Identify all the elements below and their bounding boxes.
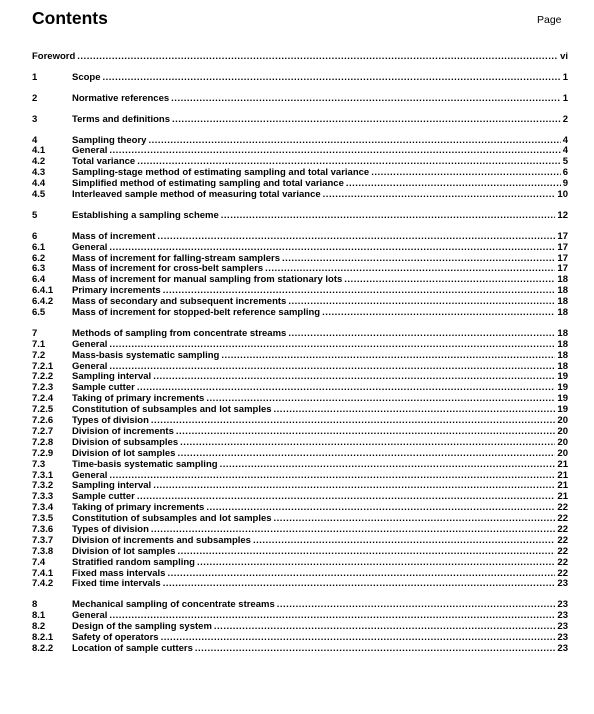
- dot-leader: [171, 94, 561, 105]
- toc-entry-page: 1: [562, 71, 568, 83]
- toc-entry-page: 17: [557, 241, 568, 253]
- toc-entry-title: Interleaved sample method of measuring total variance: [72, 189, 321, 201]
- dot-leader: [253, 536, 555, 547]
- toc-entry-title: Division of increments: [72, 425, 174, 437]
- toc-entry-title: Fixed time intervals: [72, 578, 161, 590]
- toc-entry-page: 17: [557, 252, 568, 264]
- toc-section: [32, 211, 568, 222]
- toc-section: [32, 600, 568, 654]
- toc-entry[interactable]: [32, 211, 568, 222]
- toc-section: [32, 329, 568, 590]
- toc-entry-number: 7.2.1: [32, 360, 54, 372]
- toc-entry[interactable]: [32, 190, 568, 201]
- toc-entry-number: 4.2: [32, 156, 46, 168]
- toc-entry-title: General: [72, 338, 108, 350]
- page-column-label: Page: [537, 14, 562, 26]
- toc-entry-page: 20: [557, 436, 568, 448]
- dot-leader: [323, 190, 556, 201]
- toc-entry-title: Location of sample cutters: [72, 642, 193, 654]
- toc-entry-title: Sampling interval: [72, 480, 152, 492]
- dot-leader: [109, 243, 555, 254]
- toc-entry-page: 18: [557, 360, 568, 372]
- toc-entry-page: 23: [557, 642, 568, 654]
- dot-leader: [221, 211, 556, 222]
- toc-entry-page: 18: [557, 296, 568, 308]
- dot-leader: [109, 362, 555, 373]
- dot-leader: [161, 633, 556, 644]
- toc-entry-page: 19: [557, 382, 568, 394]
- dot-leader: [322, 308, 555, 319]
- toc-entry-page: 1: [562, 92, 568, 104]
- toc-entry-number: 7.4: [32, 556, 46, 568]
- toc-entry-page: 20: [557, 425, 568, 437]
- toc-entry-title: Mass of increment for cross-belt samplers: [72, 263, 264, 275]
- toc-entry-page: 6: [562, 167, 568, 179]
- toc-entry[interactable]: [32, 351, 568, 362]
- toc-entry-page: 23: [557, 578, 568, 590]
- toc-entry[interactable]: [32, 136, 568, 147]
- dot-leader: [177, 449, 555, 460]
- dot-leader: [148, 136, 560, 147]
- dot-leader: [153, 372, 555, 383]
- toc-entry-number: 4.1: [32, 145, 46, 157]
- toc-entry-page: 18: [557, 274, 568, 286]
- dot-leader: [177, 547, 555, 558]
- toc-entry-title: Mechanical sampling of concentrate streams: [72, 599, 275, 611]
- toc-entry-title: Mass of secondary and subsequent increments: [72, 296, 287, 308]
- toc-entry-number: 6.4: [32, 274, 46, 286]
- toc-entry-page: 19: [557, 371, 568, 383]
- toc-entry-title: Sample cutter: [72, 382, 135, 394]
- toc-entry-title: Primary increments: [72, 285, 161, 297]
- toc-entry-title: Methods of sampling from concentrate streams: [72, 327, 287, 339]
- dot-leader: [157, 232, 555, 243]
- table-of-contents: [32, 52, 568, 665]
- toc-entry[interactable]: [32, 644, 568, 655]
- toc-entry-page: 9: [562, 178, 568, 190]
- toc-entry-number: 7.4.1: [32, 567, 54, 579]
- toc-entry-title: Taking of primary increments: [72, 393, 205, 405]
- toc-entry-title: Sampling theory: [72, 134, 147, 146]
- toc-entry-page: 22: [557, 556, 568, 568]
- toc-entry-number: 7.3.5: [32, 513, 54, 525]
- toc-entry-number: 6.4.1: [32, 285, 54, 297]
- toc-entry-page: 20: [557, 415, 568, 427]
- toc-entry[interactable]: [32, 308, 568, 319]
- toc-entry-number: 6.5: [32, 307, 46, 319]
- dot-leader: [172, 115, 561, 126]
- toc-entry[interactable]: [32, 600, 568, 611]
- dot-leader: [153, 481, 555, 492]
- dot-leader: [282, 254, 555, 265]
- toc-entry-page: 19: [557, 404, 568, 416]
- toc-entry-page: 22: [557, 502, 568, 514]
- toc-entry-number: 7.4.2: [32, 578, 54, 590]
- toc-entry[interactable]: [32, 232, 568, 243]
- toc-entry-title: Design of the sampling system: [72, 621, 212, 633]
- toc-entry-number: 3: [32, 113, 38, 125]
- dot-leader: [288, 329, 555, 340]
- toc-entry-page: 23: [557, 610, 568, 622]
- dot-leader: [371, 168, 561, 179]
- toc-entry-title: Establishing a sampling scheme: [72, 209, 219, 221]
- toc-entry-title: General: [72, 360, 108, 372]
- toc-entry-number: 7: [32, 327, 38, 339]
- toc-entry-title: Safety of operators: [72, 631, 159, 643]
- toc-section: [32, 94, 568, 105]
- toc-entry-number: 8.2: [32, 621, 46, 633]
- toc-entry-number: 7.3: [32, 458, 46, 470]
- toc-entry-title: Taking of primary increments: [72, 502, 205, 514]
- toc-entry-title: Mass of increment for manual sampling from stationary lots: [72, 274, 343, 286]
- toc-entry-title: Mass of increment for falling-stream samplers: [72, 252, 281, 264]
- dot-leader: [214, 622, 556, 633]
- toc-entry-title: Types of division: [72, 523, 149, 535]
- toc-entry-title: Time-basis systematic sampling: [72, 458, 218, 470]
- toc-entry[interactable]: [32, 460, 568, 471]
- toc-entry-page: 4: [562, 145, 568, 157]
- toc-entry-page: 18: [557, 349, 568, 361]
- toc-entry-number: 6.4.2: [32, 296, 54, 308]
- toc-entry-title: General: [72, 241, 108, 253]
- toc-entry-number: 6: [32, 230, 38, 242]
- toc-entry-title: Scope: [72, 71, 101, 83]
- toc-entry-number: 1: [32, 71, 38, 83]
- toc-entry-number: 7.3.4: [32, 502, 54, 514]
- toc-entry-title: General: [72, 610, 108, 622]
- toc-entry-page: 2: [562, 113, 568, 125]
- toc-entry-number: 8.1: [32, 610, 46, 622]
- dot-leader: [274, 514, 556, 525]
- toc-entry-page: 21: [557, 480, 568, 492]
- toc-entry[interactable]: [32, 329, 568, 340]
- toc-entry-number: 4.5: [32, 189, 46, 201]
- toc-entry-title: Sample cutter: [72, 491, 135, 503]
- toc-entry-title: Division of lot samples: [72, 545, 176, 557]
- dot-leader: [109, 471, 555, 482]
- toc-entry-title: Sampling-stage method of estimating sampling and total variance: [72, 167, 370, 179]
- toc-entry-number: 6.1: [32, 241, 46, 253]
- toc-entry-number: 7.2.5: [32, 404, 54, 416]
- dot-leader: [221, 351, 555, 362]
- toc-entry-page: 21: [557, 458, 568, 470]
- toc-entry-page: 10: [557, 189, 568, 201]
- toc-entry-number: 7.2.6: [32, 415, 54, 427]
- toc-entry-number: 6.2: [32, 252, 46, 264]
- toc-entry-number: 5: [32, 209, 38, 221]
- toc-entry-page: 21: [557, 491, 568, 503]
- toc-entry-page: 18: [557, 338, 568, 350]
- toc-entry-number: 2: [32, 92, 38, 104]
- dot-leader: [176, 427, 556, 438]
- toc-entry-number: 7.2.2: [32, 371, 54, 383]
- toc-entry-page: 17: [557, 230, 568, 242]
- toc-entry-title: Mass of increment for stopped-belt reference sampling: [72, 307, 321, 319]
- toc-entry-page: 22: [557, 513, 568, 525]
- toc-entry-page: 18: [557, 307, 568, 319]
- toc-entry-title: Types of division: [72, 415, 149, 427]
- toc-entry-title: Total variance: [72, 156, 136, 168]
- toc-entry-page: 19: [557, 393, 568, 405]
- toc-section: [32, 136, 568, 201]
- dot-leader: [274, 405, 556, 416]
- toc-entry-page: 12: [557, 209, 568, 221]
- dot-leader: [167, 569, 555, 580]
- dot-leader: [344, 275, 555, 286]
- toc-entry-page: 5: [562, 156, 568, 168]
- toc-entry-title: Stratified random sampling: [72, 556, 195, 568]
- toc-section: [32, 232, 568, 319]
- dot-leader: [277, 600, 556, 611]
- toc-entry-number: 7.2.4: [32, 393, 54, 405]
- toc-entry-title: Division of subsamples: [72, 436, 179, 448]
- toc-entry-number: 7.2.7: [32, 425, 54, 437]
- toc-entry-page: 22: [557, 523, 568, 535]
- toc-entry-number: 7.2.8: [32, 436, 54, 448]
- toc-entry[interactable]: [32, 52, 568, 63]
- toc-entry-number: 4.3: [32, 167, 46, 179]
- toc-entry-title: General: [72, 469, 108, 481]
- toc-entry-title: Normative references: [72, 92, 170, 104]
- toc-entry[interactable]: [32, 243, 568, 254]
- toc-entry-title: Mass-basis systematic sampling: [72, 349, 220, 361]
- toc-entry-page: 23: [557, 599, 568, 611]
- toc-entry-number: 8.2.2: [32, 642, 54, 654]
- toc-entry-number: 7.1: [32, 338, 46, 350]
- toc-entry-number: 6.3: [32, 263, 46, 275]
- dot-leader: [163, 579, 556, 590]
- toc-entry[interactable]: [32, 558, 568, 569]
- toc-entry-title: Terms and definitions: [72, 113, 171, 125]
- page-title: Contents: [32, 8, 108, 28]
- toc-entry-page: vi: [560, 51, 568, 62]
- toc-entry-page: 23: [557, 621, 568, 633]
- dot-leader: [109, 146, 560, 157]
- toc-entry-title: Division of lot samples: [72, 447, 176, 459]
- toc-entry-number: 8: [32, 599, 38, 611]
- toc-entry-number: 7.3.7: [32, 534, 54, 546]
- toc-section: [32, 52, 568, 63]
- toc-entry-title: Constitution of subsamples and lot samples: [72, 513, 272, 525]
- dot-leader: [346, 179, 561, 190]
- toc-section: [32, 73, 568, 84]
- toc-entry-title: Sampling interval: [72, 371, 152, 383]
- toc-entry-page: 22: [557, 567, 568, 579]
- toc-entry-number: 7.3.8: [32, 545, 54, 557]
- toc-entry-title: Simplified method of estimating sampling and total variance: [72, 178, 344, 190]
- dot-leader: [103, 73, 561, 84]
- toc-entry[interactable]: [32, 115, 568, 126]
- toc-entry-title: Mass of increment: [72, 230, 156, 242]
- toc-entry-title: Foreword: [32, 51, 76, 62]
- toc-entry[interactable]: [32, 547, 568, 558]
- toc-entry-page: 20: [557, 447, 568, 459]
- dot-leader: [195, 644, 556, 655]
- toc-entry-page: 22: [557, 534, 568, 546]
- dot-leader: [220, 460, 556, 471]
- toc-entry[interactable]: [32, 579, 568, 590]
- toc-entry-title: Constitution of subsamples and lot samples: [72, 404, 272, 416]
- toc-entry-title: Division of increments and subsamples: [72, 534, 251, 546]
- dot-leader: [288, 297, 555, 308]
- toc-entry-number: 7.3.6: [32, 523, 54, 535]
- toc-entry-page: 4: [562, 134, 568, 146]
- toc-entry-page: 18: [557, 327, 568, 339]
- toc-entry-title: General: [72, 145, 108, 157]
- toc-entry[interactable]: [32, 73, 568, 84]
- toc-entry-number: 7.3.2: [32, 480, 54, 492]
- toc-entry-number: 7.2: [32, 349, 46, 361]
- toc-section: [32, 115, 568, 126]
- toc-entry-number: 4.4: [32, 178, 46, 190]
- dot-leader: [180, 438, 555, 449]
- toc-entry-page: 23: [557, 631, 568, 643]
- toc-entry-number: 8.2.1: [32, 631, 54, 643]
- toc-entry-number: 7.3.3: [32, 491, 54, 503]
- toc-entry-page: 21: [557, 469, 568, 481]
- toc-entry[interactable]: [32, 94, 568, 105]
- toc-entry-number: 7.2.3: [32, 382, 54, 394]
- toc-entry-number: 7.3.1: [32, 469, 54, 481]
- dot-leader: [197, 558, 555, 569]
- toc-entry-page: 18: [557, 285, 568, 297]
- toc-entry-page: 22: [557, 545, 568, 557]
- toc-entry-number: 4: [32, 134, 38, 146]
- toc-entry-page: 17: [557, 263, 568, 275]
- toc-entry[interactable]: [32, 449, 568, 460]
- dot-leader: [77, 52, 558, 63]
- toc-entry-title: Fixed mass intervals: [72, 567, 166, 579]
- toc-entry-number: 7.2.9: [32, 447, 54, 459]
- dot-leader: [151, 416, 556, 427]
